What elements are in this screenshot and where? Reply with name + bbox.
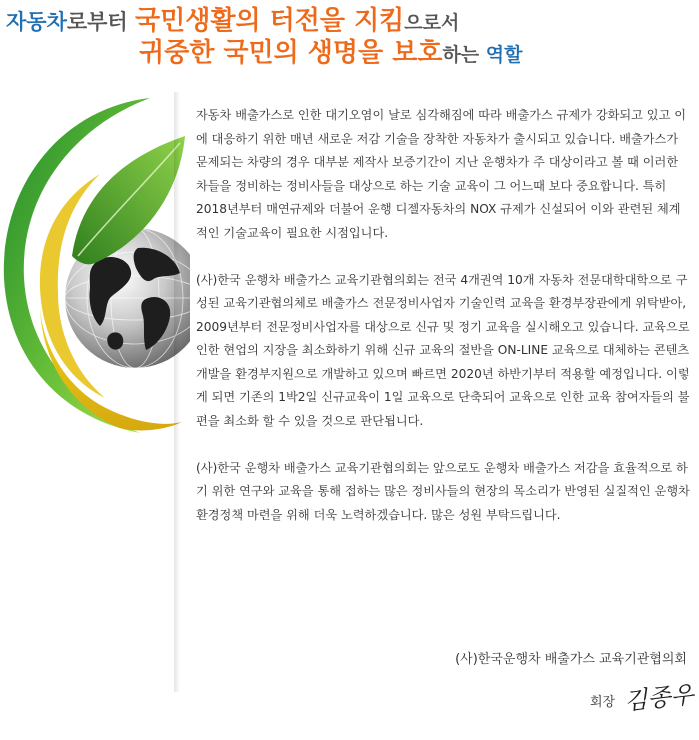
heading-keyword-car: 자동차 [6, 10, 67, 34]
signature-name: 김종우 [622, 680, 696, 716]
globe-emblem-icon [0, 88, 190, 448]
body-paragraph-1: 자동차 배출가스로 인한 대기오염이 날로 심각해짐에 따라 배출가스 규제가 강화되고 있고 이에 대응하기 위한 매년 새로운 저감 기술을 장착한 자동차가 출시되고 있습니다. 배출가스가 문제되는 차량의 경우 대부분 제작사 보증기간이 지난 운행차가 주 대상이라고 볼 때 이러한 차들을 정비하는 정비사들을 대상으로 하는 기술 교육이 그 어느때 보다 중요합니다. 특히 2018년부터 매연규제와 더불어 운행 디젤자동차의 NOX 규제가 신설되어 이와 관련된 체계적인 기술교육이 필요한 시점입니다. [196, 108, 686, 240]
heading-highlight-protect-life: 국민생활의 터전을 지킴 [135, 6, 405, 36]
body-paragraph-2: (사)한국 운행차 배출가스 교육기관협의회는 전국 4개권역 10개 자동차 전문대학대학으로 구성된 교육기관협의체로 배출가스 전문정비사업자 기술인력 교육을 환경부장관에게 위탁받아, 2009년부터 전문정비사업자를 대상으로 신규 및 정기 교육을 실시해오고 있습니다. 교육으로 인한 현업의 지장을 최소화하기 위해 신규 교육의 절반을 ON-LINE 교육으로 대체하는 콘텐츠 개발을 환경부지원으로 개발하고 있으며 빠르면 2020년 하반기부터 적용할 예정입니다. 이렇게 되면 기존의 1박2일 신규교육이 1일 교육으로 단축되어 교육으로 인한 교육 참여자들의 불편을 최소화 할 수 있을 것으로 판단됩니다. [196, 272, 690, 428]
heading-text-from: 로부터 [66, 10, 136, 34]
vertical-divider [174, 92, 180, 692]
heading-highlight-protect-lives: 귀중한 국민의 생명을 보호 [139, 38, 443, 68]
body-paragraph-3: (사)한국 운행차 배출가스 교육기관협의회는 앞으로도 운행차 배출가스 저감을 효율적으로 하기 위한 연구와 교육을 통해 접하는 많은 정비사들의 현장의 목소리가 반영된 실질적인 운행차 환경정책 마련을 위해 더욱 노력하겠습니다. 많은 성원 부탁드립니다. [196, 460, 690, 522]
greeting-body [196, 104, 691, 551]
signature-title: 회장 [590, 695, 616, 710]
heading-keyword-role: 역할 [485, 44, 523, 66]
signature-organization: (사)한국운행차 배출가스 교육기관협의회 [455, 652, 687, 667]
heading-line-2 [139, 40, 522, 66]
heading-text-doing: 하는 [442, 44, 486, 66]
heading-line-1 [6, 8, 459, 34]
heading-text-as: 으로서 [404, 12, 460, 34]
